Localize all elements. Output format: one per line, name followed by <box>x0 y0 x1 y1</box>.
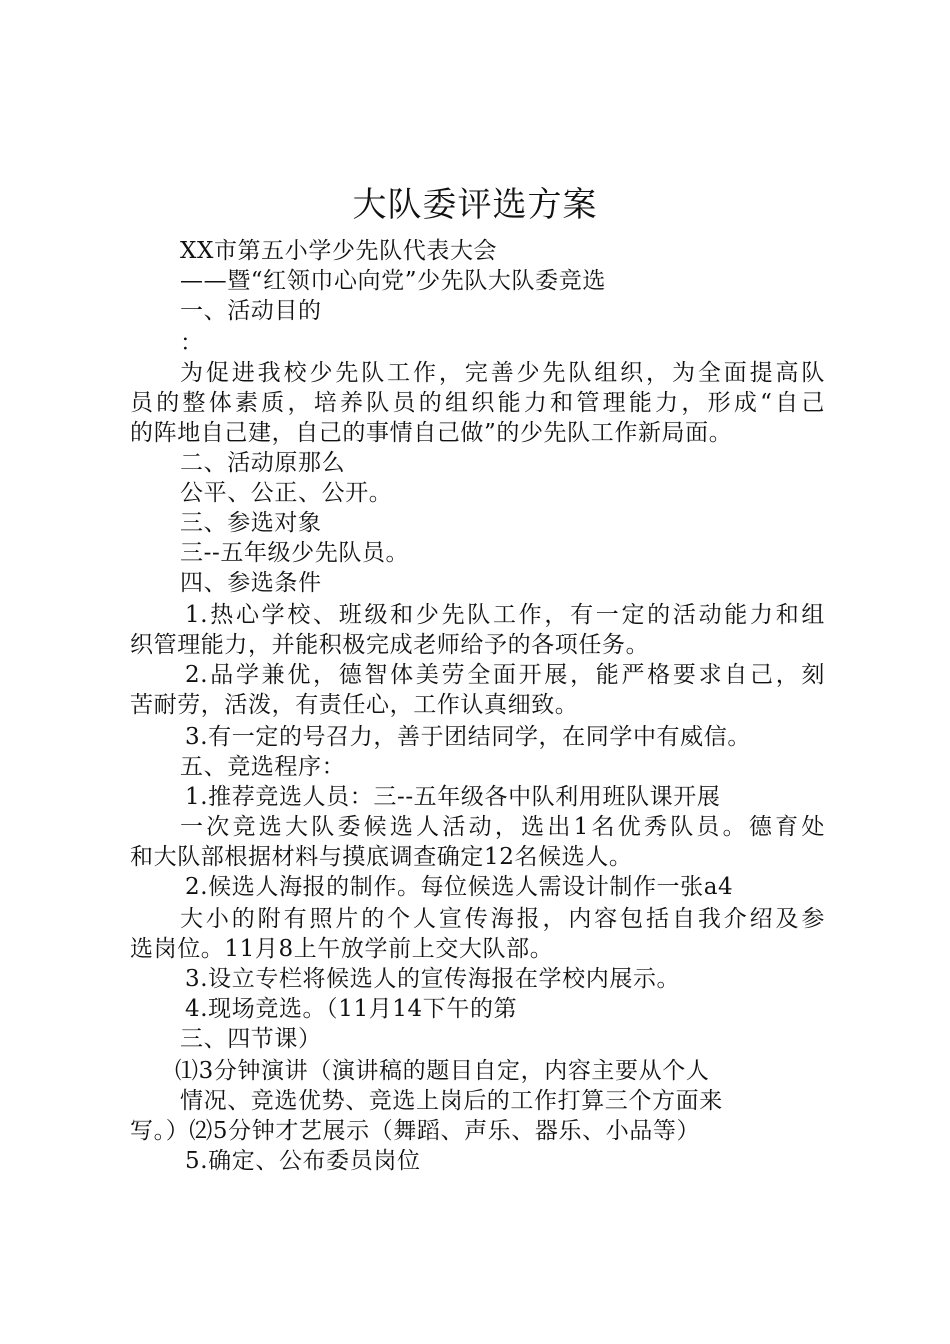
text-line: 三、四节课） <box>180 1026 322 1052</box>
text-line: 写。）⑵5分钟才艺展示（舞蹈、声乐、器乐、小品等） <box>130 1118 701 1144</box>
text-line: 三--五年级少先队员。 <box>180 540 410 566</box>
text-line: 织管理能力，并能积极完成老师给予的各项任务。 <box>130 632 650 658</box>
section-heading: 三、参选对象 <box>180 510 322 536</box>
text-line: 情况、竞选优势、竞选上岗后的工作打算三个方面来 <box>180 1088 723 1114</box>
text-line: 3.设立专栏将候选人的宣传海报在学校内展示。 <box>185 966 681 992</box>
section-heading: 二、活动原那么 <box>180 450 346 476</box>
text-line: 的阵地自己建，自己的事情自己做”的少先队工作新局面。 <box>130 420 733 446</box>
section-heading: 一、活动目的 <box>180 298 322 324</box>
text-line: 5.确定、公布委员岗位 <box>185 1148 421 1174</box>
document-title: 大队委评选方案 <box>352 185 598 225</box>
text-line: 为促进我校少先队工作，完善少先队组织，为全面提高队 <box>180 360 825 386</box>
text-line: 1.热心学校、班级和少先队工作，有一定的活动能力和组 <box>185 602 825 628</box>
text-line: 2.品学兼优，德智体美劳全面开展，能严格要求自己，刻 <box>185 662 825 688</box>
text-line: 员的整体素质，培养队员的组织能力和管理能力，形成“自己 <box>130 390 825 416</box>
text-line: 1.推荐竞选人员：三--五年级各中队利用班队课开展 <box>185 784 721 810</box>
subtitle-line: ——暨“红领巾心向党”少先队大队委竞选 <box>180 268 606 294</box>
section-heading: 四、参选条件 <box>180 570 322 596</box>
text-line: ： <box>180 330 204 356</box>
text-line: 大小的附有照片的个人宣传海报，内容包括自我介绍及参 <box>180 906 825 932</box>
text-line: 一次竞选大队委候选人活动，选出1名优秀队员。德育处 <box>180 814 825 840</box>
text-line: ⑴3分钟演讲（演讲稿的题目自定，内容主要从个人 <box>175 1058 710 1084</box>
text-line: 选岗位。11月8上午放学前上交大队部。 <box>130 936 554 962</box>
text-line: 公平、公正、公开。 <box>180 480 393 506</box>
text-line: 苦耐劳，活泼，有责任心，工作认真细致。 <box>130 692 579 718</box>
text-line: 4.现场竞选。（11月14下午的第 <box>185 996 518 1022</box>
section-heading: 五、竞选程序： <box>180 754 346 780</box>
text-line: 和大队部根据材料与摸底调查确定12名候选人。 <box>130 844 633 870</box>
subtitle-line: XX市第五小学少先队代表大会 <box>180 238 498 264</box>
text-line: 3.有一定的号召力，善于团结同学，在同学中有威信。 <box>185 724 751 750</box>
text-line: 2.候选人海报的制作。每位候选人需设计制作一张a4 <box>185 874 734 900</box>
